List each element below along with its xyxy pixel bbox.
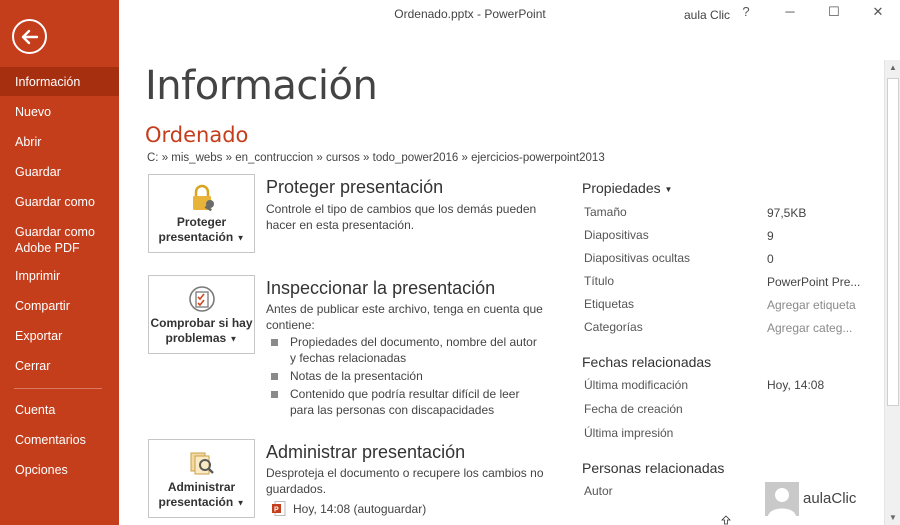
nav-guardar-pdf[interactable]: Guardar como Adobe PDF	[15, 225, 95, 255]
prop-value: 0	[767, 252, 774, 266]
prop-label: Categorías	[584, 320, 643, 334]
sidebar-divider	[14, 388, 102, 389]
related-people-heading: Personas relacionadas	[582, 460, 725, 476]
scroll-down-icon[interactable]: ▼	[889, 513, 897, 522]
protect-section-title: Proteger presentación	[266, 177, 444, 197]
nav-compartir[interactable]: Compartir	[15, 299, 70, 313]
prop-value: 97,5KB	[767, 206, 807, 220]
manage-presentation-button[interactable]	[148, 439, 255, 518]
prop-label: Diapositivas ocultas	[584, 251, 691, 265]
prop-label: Etiquetas	[584, 297, 635, 311]
manage-button-label: Administrar presentación ▼	[158, 480, 245, 509]
manage-section-title: Administrar presentación	[266, 442, 466, 462]
nav-nuevo[interactable]: Nuevo	[15, 105, 52, 119]
properties-heading[interactable]: Propiedades ▼	[582, 180, 673, 196]
vertical-scrollbar[interactable]	[884, 60, 900, 525]
check-issues-label: Comprobar si hay problemas ▼	[150, 316, 253, 345]
maximize-button[interactable]: ☐	[828, 4, 840, 19]
inspect-bullet: Contenido que podría resultar difícil de leer para las personas con discapacidades	[290, 387, 520, 417]
powerpoint-file-icon	[272, 501, 286, 516]
scroll-thumb[interactable]	[887, 78, 899, 406]
chevron-down-icon: ▼	[229, 334, 238, 344]
lock-key-icon	[187, 183, 217, 213]
protect-section-desc: Controle el tipo de cambios que los demás pueden hacer en esta presentación.	[266, 202, 537, 232]
manage-document-icon	[187, 448, 217, 478]
prop-label: Última impresión	[584, 426, 674, 440]
back-button[interactable]	[12, 19, 47, 54]
inspect-section-desc: Antes de publicar este archivo, tenga en cuenta que contiene:	[266, 302, 543, 332]
window-title: Ordenado.pptx - PowerPoint	[394, 7, 546, 21]
close-button[interactable]: ✕	[872, 4, 884, 19]
inspect-bullet: Propiedades del documento, nombre del autor y fechas relacionadas	[290, 335, 537, 365]
chevron-down-icon: ▼	[236, 233, 245, 243]
nav-exportar[interactable]: Exportar	[15, 329, 63, 343]
chevron-down-icon: ▼	[236, 498, 245, 508]
help-button[interactable]: ?	[742, 4, 750, 19]
tags-field[interactable]: Agregar etiqueta	[767, 298, 856, 312]
prop-label: Diapositivas	[584, 228, 649, 242]
title-field[interactable]: PowerPoint Pre...	[767, 275, 861, 289]
avatar	[765, 482, 799, 516]
nav-imprimir[interactable]: Imprimir	[15, 269, 61, 283]
mouse-cursor-icon	[721, 515, 731, 525]
svg-text:P: P	[274, 506, 279, 514]
nav-cerrar[interactable]: Cerrar	[15, 359, 51, 373]
author-name[interactable]: aulaClic	[803, 490, 857, 507]
document-name: Ordenado	[145, 123, 249, 147]
prop-label: Autor	[584, 484, 613, 498]
nav-opciones[interactable]: Opciones	[15, 463, 68, 477]
bullet-icon	[271, 373, 278, 380]
backstage-sidebar	[0, 0, 119, 525]
inspect-document-icon	[187, 284, 217, 314]
bullet-icon	[271, 339, 278, 346]
categories-field[interactable]: Agregar categ...	[767, 321, 853, 335]
scroll-up-icon[interactable]: ▲	[889, 63, 897, 72]
autosave-version-link[interactable]: Hoy, 14:08 (autoguardar)	[293, 502, 427, 516]
account-name[interactable]: aula Clic	[684, 8, 731, 22]
prop-label: Última modificación	[584, 378, 689, 392]
bullet-icon	[271, 391, 278, 398]
prop-label: Título	[584, 274, 615, 288]
minimize-button[interactable]: ─	[785, 4, 795, 19]
prop-label: Fecha de creación	[584, 402, 683, 416]
page-title: Información	[145, 63, 378, 109]
nav-abrir[interactable]: Abrir	[15, 135, 42, 149]
manage-section-desc: Desproteja el documento o recupere los cambios no guardados.	[266, 466, 544, 496]
nav-cuenta[interactable]: Cuenta	[15, 403, 56, 417]
back-arrow-icon	[20, 27, 40, 47]
nav-guardar-como[interactable]: Guardar como	[15, 195, 95, 209]
protect-button-label: Proteger presentación ▼	[158, 215, 245, 244]
check-issues-button[interactable]	[148, 275, 255, 354]
prop-label: Tamaño	[584, 205, 627, 219]
user-silhouette-icon	[765, 482, 799, 516]
inspect-section-title: Inspeccionar la presentación	[266, 278, 496, 298]
prop-value: Hoy, 14:08	[767, 378, 825, 392]
related-dates-heading: Fechas relacionadas	[582, 354, 712, 370]
document-path[interactable]: C: » mis_webs » en_contruccion » cursos » todo_power2016 » ejercicios-powerpoint2013	[147, 152, 605, 164]
prop-value: 9	[767, 229, 774, 243]
chevron-down-icon: ▼	[664, 184, 673, 194]
nav-informacion[interactable]: Información	[0, 67, 119, 96]
protect-presentation-button[interactable]	[148, 174, 255, 253]
nav-comentarios[interactable]: Comentarios	[15, 433, 86, 447]
inspect-bullet: Notas de la presentación	[290, 369, 423, 383]
nav-guardar[interactable]: Guardar	[15, 165, 61, 179]
